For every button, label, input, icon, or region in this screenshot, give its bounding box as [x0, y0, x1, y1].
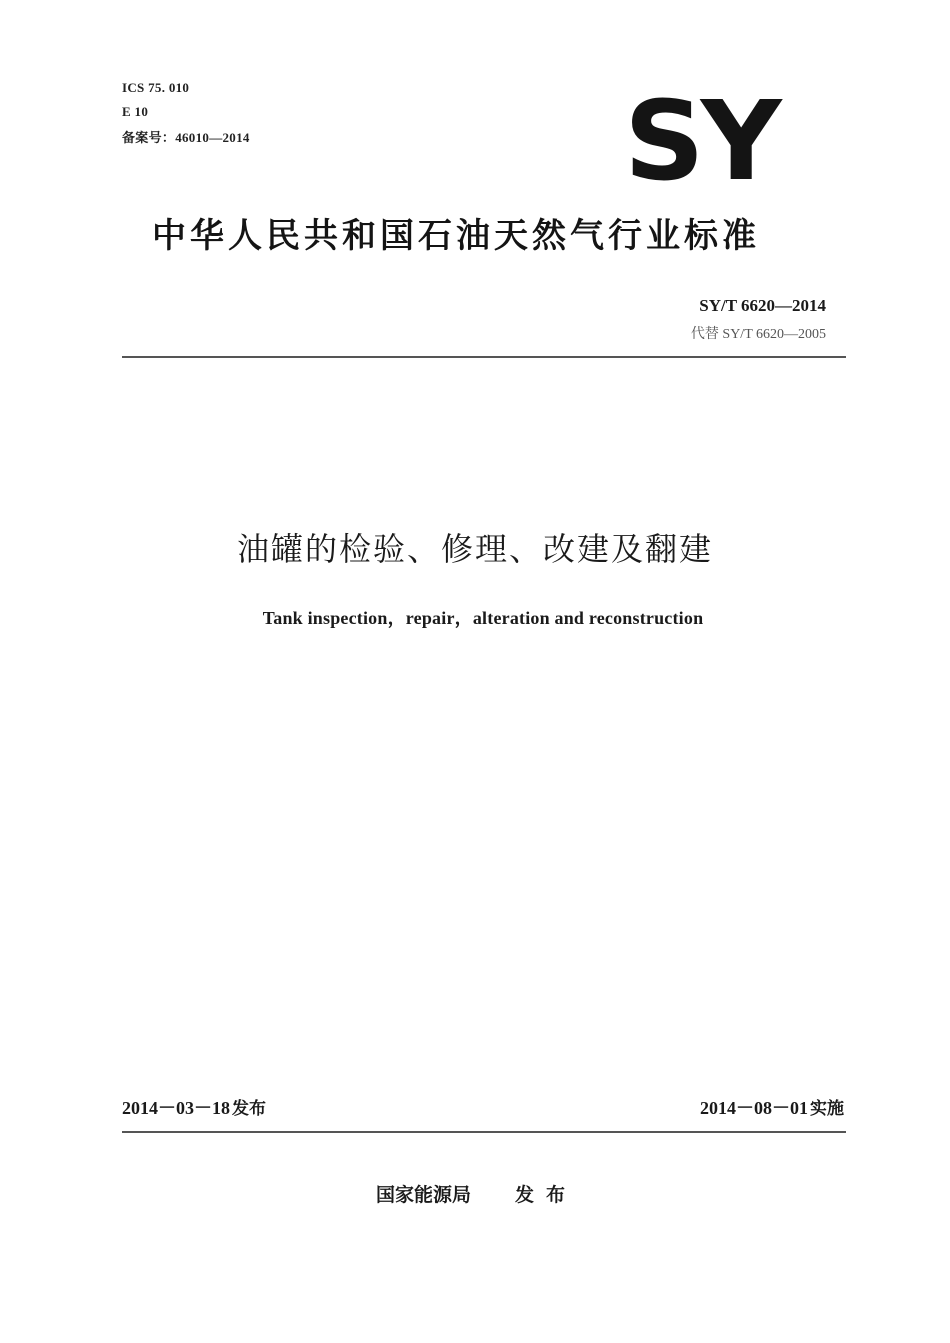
record-number: 备案号：46010—2014: [122, 130, 250, 145]
sy-logo: SY: [624, 78, 778, 206]
top-divider: [122, 356, 846, 358]
ics-code: ICS 75. 010: [122, 80, 190, 95]
standard-category-title: 中华人民共和国石油天然气行业标准: [152, 216, 760, 256]
standard-number: SY/T 6620—2014: [699, 296, 826, 315]
issue-date-line: [122, 1094, 266, 1120]
classification-code: E 10: [122, 104, 149, 119]
implementation-date-line: [700, 1094, 844, 1120]
publisher-name: 国家能源局: [376, 1184, 472, 1206]
issue-date: 2014－03－18: [122, 1098, 230, 1118]
document-title-cn: 油罐的检验、修理、改建及翻建: [236, 530, 713, 568]
replaces-standard: 代替 SY/T 6620—2005: [690, 327, 826, 342]
publisher-line: [376, 1180, 577, 1207]
implementation-date: 2014－08－01: [700, 1098, 808, 1118]
issue-label: 发布: [232, 1099, 266, 1119]
implementation-label: 实施: [810, 1099, 844, 1119]
bottom-divider: [122, 1131, 846, 1133]
document-title-en: Tank inspection，repair，alteration and reconstruction: [262, 608, 704, 628]
publisher-action: 发布: [515, 1184, 578, 1206]
